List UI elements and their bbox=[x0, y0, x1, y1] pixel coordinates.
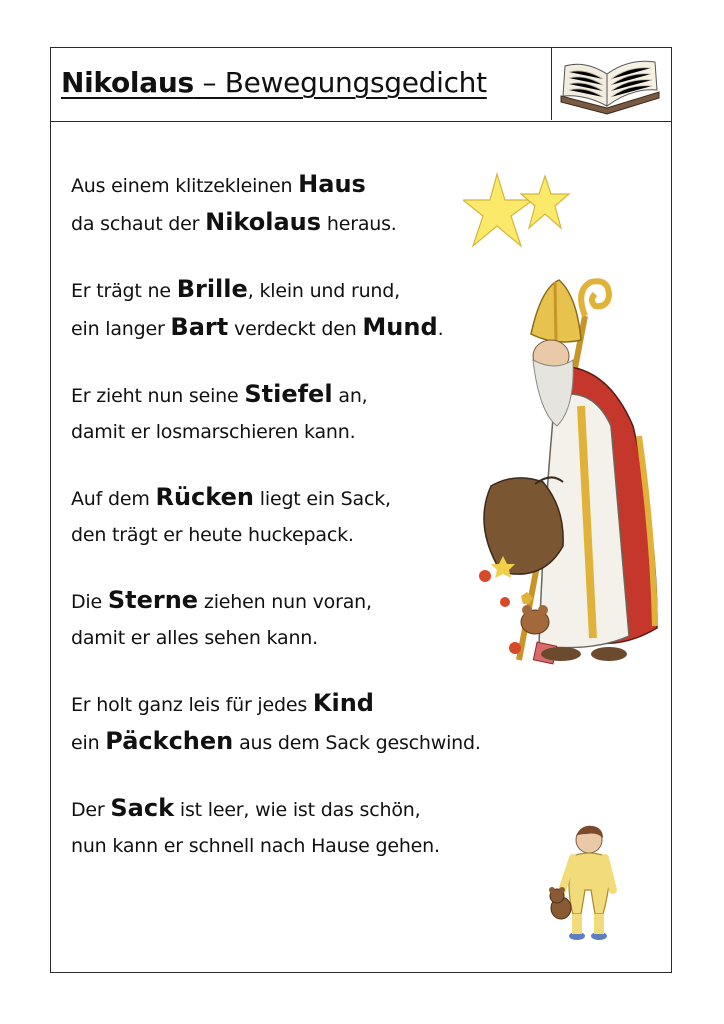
line-text: Die bbox=[71, 591, 108, 613]
stanza bbox=[71, 166, 511, 242]
child-with-teddy-illustration bbox=[547, 824, 631, 946]
keyword: Bart bbox=[170, 313, 229, 341]
line-text: ein langer bbox=[71, 318, 171, 340]
line-text: an, bbox=[332, 385, 368, 407]
stanza bbox=[71, 790, 511, 864]
line-text: damit er alles sehen kann. bbox=[71, 627, 318, 649]
stars-icon bbox=[463, 170, 573, 256]
worksheet-frame bbox=[50, 47, 672, 973]
line-text: liegt ein Sack, bbox=[253, 488, 391, 510]
poem-line bbox=[71, 204, 511, 242]
keyword: Sack bbox=[110, 794, 175, 822]
line-text: Auf dem bbox=[71, 488, 156, 510]
keyword: Haus bbox=[298, 170, 366, 198]
keyword: Rücken bbox=[155, 483, 254, 511]
title-subtitle: – Bewegungsgedicht bbox=[193, 66, 487, 99]
line-text: . bbox=[437, 318, 444, 340]
stanza bbox=[71, 685, 511, 761]
line-text: Aus einem klitzekleinen bbox=[71, 175, 299, 197]
header-bar bbox=[51, 48, 671, 122]
keyword: Sterne bbox=[107, 586, 199, 614]
keyword: Päckchen bbox=[105, 727, 234, 755]
poem-line bbox=[71, 828, 511, 864]
header-divider bbox=[551, 48, 552, 120]
line-text: Er holt ganz leis für jedes bbox=[71, 694, 313, 716]
line-text: ein bbox=[71, 732, 106, 754]
saint-nicholas-illustration bbox=[443, 276, 665, 668]
line-text: ziehen nun voran, bbox=[198, 591, 372, 613]
poem-line bbox=[71, 685, 511, 723]
line-text: heraus. bbox=[321, 213, 397, 235]
keyword: Kind bbox=[312, 689, 374, 717]
line-text: Er zieht nun seine bbox=[71, 385, 245, 407]
keyword: Mund bbox=[362, 313, 438, 341]
line-text: aus dem Sack geschwind. bbox=[233, 732, 481, 754]
line-text: da schaut der bbox=[71, 213, 206, 235]
line-text: Der bbox=[71, 799, 111, 821]
line-text: verdeckt den bbox=[228, 318, 363, 340]
page-title bbox=[61, 65, 487, 101]
keyword: Stiefel bbox=[244, 380, 333, 408]
line-text: den trägt er heute huckepack. bbox=[71, 524, 354, 546]
line-text: damit er losmarschieren kann. bbox=[71, 421, 356, 443]
keyword: Brille bbox=[176, 275, 248, 303]
poem-line bbox=[71, 790, 511, 828]
open-book-icon bbox=[555, 52, 667, 118]
line-text: Er trägt ne bbox=[71, 280, 177, 302]
line-text: nun kann er schnell nach Hause gehen. bbox=[71, 835, 440, 857]
line-text: ist leer, wie ist das schön, bbox=[174, 799, 421, 821]
line-text: , klein und rund, bbox=[247, 280, 400, 302]
poem-line bbox=[71, 166, 511, 204]
poem-line bbox=[71, 723, 511, 761]
keyword: Nikolaus bbox=[205, 208, 322, 236]
title-main: Nikolaus bbox=[61, 66, 194, 99]
